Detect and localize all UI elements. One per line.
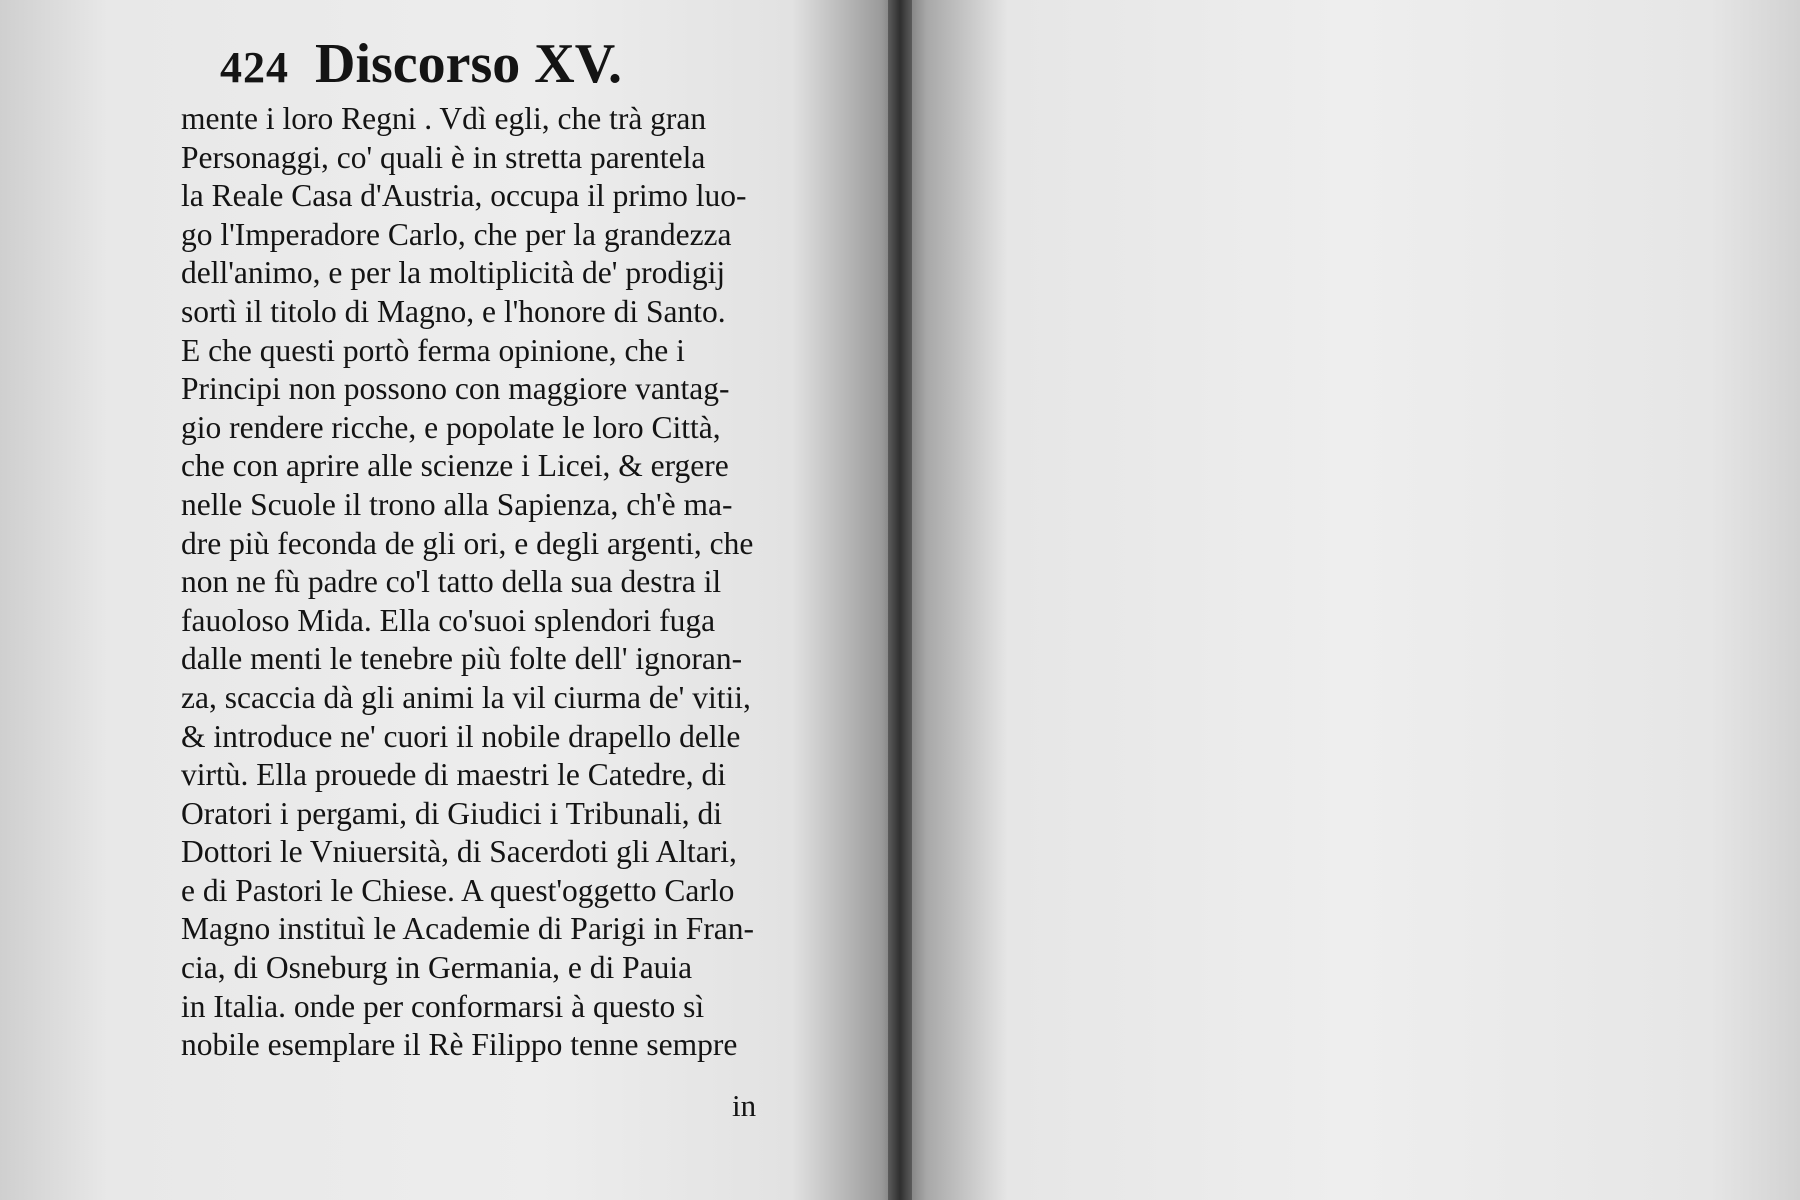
text-line: sortì il titolo di Magno, e l'honore di Santo. (181, 293, 726, 329)
text-line: Principi non possono con maggiore vantag- (181, 371, 730, 407)
left-page-body-text (181, 100, 801, 1065)
text-line: mente i loro Regni . Vdì egli, che trà gran (181, 101, 707, 136)
text-line: dre più feconda de gli ori, e degli argenti, che (181, 525, 754, 561)
left-catchword: in (732, 1088, 757, 1123)
text-line: dalle menti le tenebre più folte dell' ignoran- (181, 641, 743, 677)
left-page-header (220, 32, 622, 102)
text-line: nobile esemplare il Rè Filippo tenne sempre (181, 1027, 738, 1063)
text-line: nelle Scuole il trono alla Sapienza, ch'è ma- (181, 486, 733, 522)
text-line: la Reale Casa d'Austria, occupa il primo luo- (181, 178, 747, 214)
text-line: cia, di Osneburg in Germania, e di Pauia (181, 950, 693, 986)
text-line: go l'Imperadore Carlo, che per la grandezza (181, 216, 732, 252)
right-page (900, 0, 1800, 1200)
text-line: virtù. Ella prouede di maestri le Catedre, di (181, 757, 726, 793)
text-line: za, scaccia dà gli animi la vil ciurma de' vitii, (181, 679, 751, 715)
text-line: Dottori le Vniuersità, di Sacerdoti gli Altari, (181, 834, 737, 870)
text-line: non ne fù padre co'l tatto della sua destra il (181, 564, 722, 600)
text-line: che con aprire alle scienze i Licei, & ergere (181, 448, 729, 484)
left-running-title: Discorso XV. (315, 33, 622, 95)
text-line: in Italia. onde per conformarsi à questo sì (181, 988, 705, 1024)
text-line: Oratori i pergami, di Giudici i Tribunali, di (181, 795, 723, 831)
text-line: Personaggi, co' quali è in stretta parentela (181, 139, 706, 175)
text-line: gio rendere ricche, e popolate le loro Città, (181, 409, 721, 445)
book-gutter (888, 0, 912, 1200)
text-line: Magno instituì le Academie di Parigi in Fran- (181, 911, 755, 947)
text-line: e di Pastori le Chiese. A quest'oggetto Carlo (181, 872, 735, 908)
text-line: dell'animo, e per la moltiplicità de' prodigij (181, 255, 726, 291)
text-line: E che questi portò ferma opinione, che i (181, 332, 685, 368)
text-line: & introduce ne' cuori il nobile drapello delle (181, 718, 741, 754)
text-line: fauoloso Mida. Ella co'suoi splendori fuga (181, 602, 716, 638)
left-page-number: 424 (220, 43, 289, 92)
